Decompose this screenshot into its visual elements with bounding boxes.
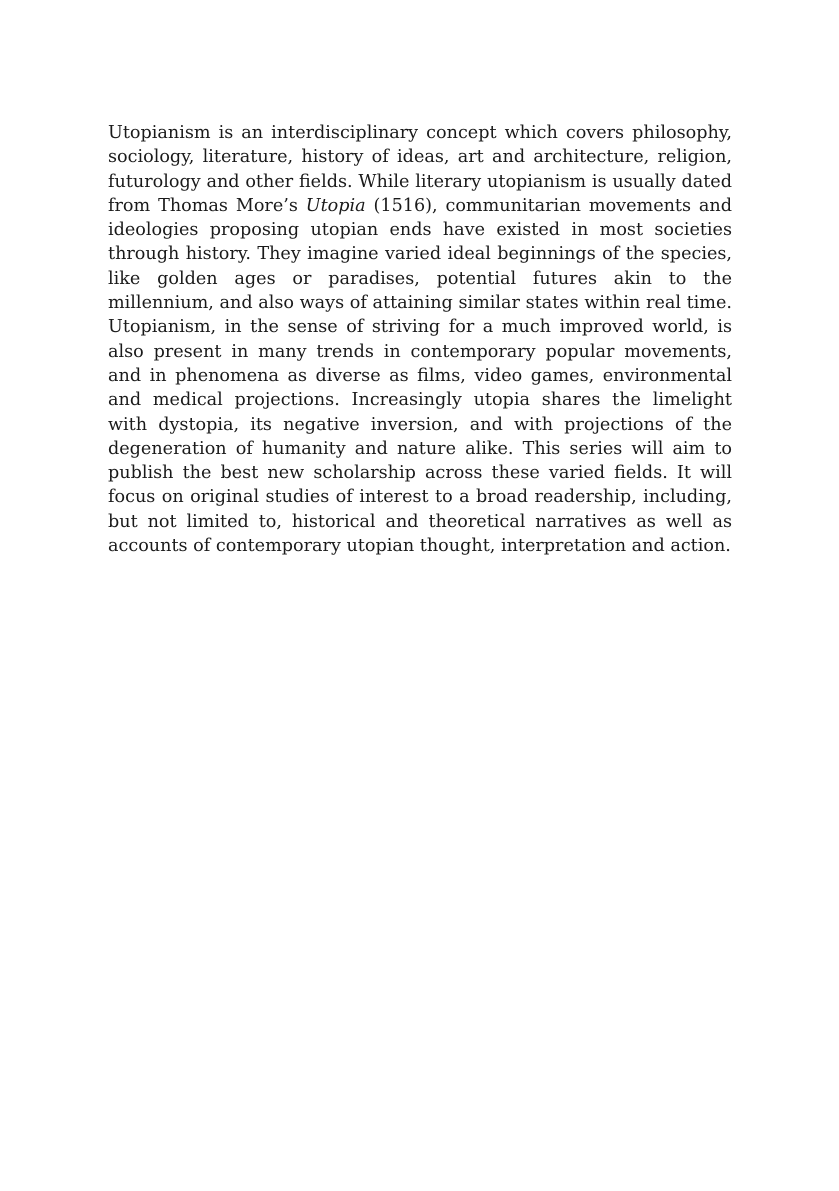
paragraph-text-start: Utopianism is an interdisciplinary concept which covers philosophy, sociology, literature, history of ideas, art and architecture, religion, futurology and other fields. While literary utopianism is usually dated from Thomas More’s <box>108 123 732 216</box>
series-description-paragraph <box>108 121 732 558</box>
book-title-utopia: Utopia <box>305 195 366 216</box>
paragraph-text-end: (1516), communitarian movements and ideologies proposing utopian ends have existed in most societies through history. They imagine varied ideal beginnings of the species, like golden ages or paradises, potential futures akin to the millennium, and also ways of attaining similar states within real time. Utopianism, in the sense of striving for a much improved world, is also present in many trends in contemporary popular movements, and in phenomena as diverse as films, video games, environmental and medical projections. Increasingly utopia shares the limelight with dystopia, its negative inversion, and with projections of the degeneration of humanity and nature alike. This series will aim to publish the best new scholarship across these varied fields. It will focus on original studies of interest to a broad readership, including, but not limited to, historical and theoretical narratives as well as accounts of contemporary utopian thought, interpretation and action. <box>108 195 732 557</box>
